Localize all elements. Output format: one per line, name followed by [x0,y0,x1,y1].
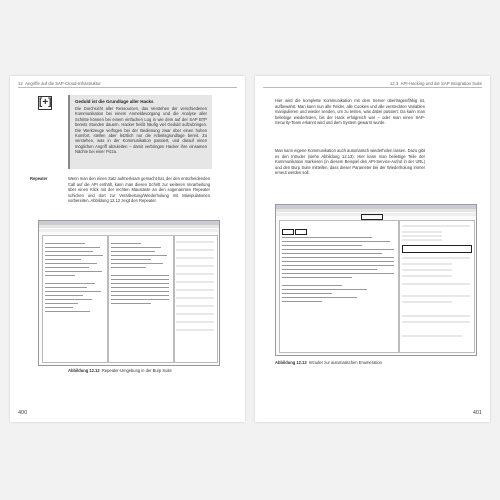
left-page [10,76,245,422]
caption-label: Abbildung 12.12 [68,368,100,373]
request-editor-pane [279,220,399,353]
header-chapter-title: API-Hacking und die SAP Integration Suite [400,81,482,86]
caption-text: Repeater-Umgebung in der Burp Suite [101,368,172,373]
header-rule [263,87,482,88]
page-number-right: 401 [472,410,482,416]
tip-text: Die Durchsicht aller Ressourcen, das Verstehen der verschiedenen Kommunikation bei einem Anmeldevorgang und die Analyse aller Schritte können bei einem einfachen Log in wie dem auf der SAP BTP bereits Stunden dauern. Hacker heißt häufig viel Geduld aufzubringen. Die Werkzeuge verfügen bei der Bedienung zwar über einen hohen Komfort, stellen aber letztlich nur die Arbeitsgrundlage bereit. Zu verstehen, was in der Kommunikation passiert, und darauf einen möglichen Angriff abzuleiten – damit verbringen Hacker ihre einsamen Nächte bei einer Pizza. [75,106,207,155]
payload-options-highlight [402,245,472,253]
payload-marker-highlight [282,229,294,235]
right-body-text: Hier wird die komplette Kommunikation mit dem Server übertragen/fähig ist, aufbewahrt. Man kann nun alle Felder, alle Cookies und alle versteckten Variablen manipulieren und wieder senden, um zu testen, was dabei passiert. Da kann man beliebige wiederholen, bis der Hack erfolgreich war – oder man einen SAP-Security-Team erkannt wird und dem System gewarnt wurde. [275,98,425,125]
caption-text: Intruder zur automatischen Enumeration [308,360,382,365]
right-page-header [390,81,482,86]
tip-box [68,95,212,169]
caption-label: Abbildung 12.13 [275,360,307,365]
page-number-left: 400 [18,410,28,416]
left-body-text: Wenn man den einen Satz aufmerksam gemacht hat, der den entscheidenden Call auf die API enthält, kann man diesen Schritt zur weiteren Verarbeitung über einen Klick mit der rechten Maustaste an den sogenannten Repeater schicken und dort zur Verarbeitung/Wiederholung mit Manipulationen vorbereiten. Abbildung 12.12 zeigt den Repeater. [68,176,210,203]
header-chapter-title: Angriffe auf die SAP-Cloud-Infrastruktur [25,81,101,86]
margin-label-repeater: Repeater [30,176,48,181]
right-body-text-2: Man kann eigene Kommunikation auch automatisch wiederholen lassen. Dazu gibt es den Intruder (siehe Abbildung 12.13). Hier kann man beliebige Teile der Kommunikation markieren (in diesem Beispiel den API-Service-Aufruf in der URL) und den Burp Suite mitteilen, dass dieser Parameter bei der Wiederholung immer erneut werden soll. [275,148,425,175]
payload-marker-highlight-2 [295,229,307,235]
inspector-pane [174,235,218,363]
header-chapter-number: 12.3 [389,81,399,86]
left-page-header [18,81,101,86]
tip-title: Geduld ist die Grundlage aller Hacks [75,99,154,104]
intruder-screenshot [275,204,477,356]
right-page [255,76,490,422]
repeater-screenshot [38,220,220,366]
header-rule [18,87,237,88]
tip-icon: [+] [39,97,52,108]
figure-caption-12-13 [275,360,382,365]
figure-caption-12-12 [68,368,172,373]
header-chapter-number: 12 [18,81,23,86]
